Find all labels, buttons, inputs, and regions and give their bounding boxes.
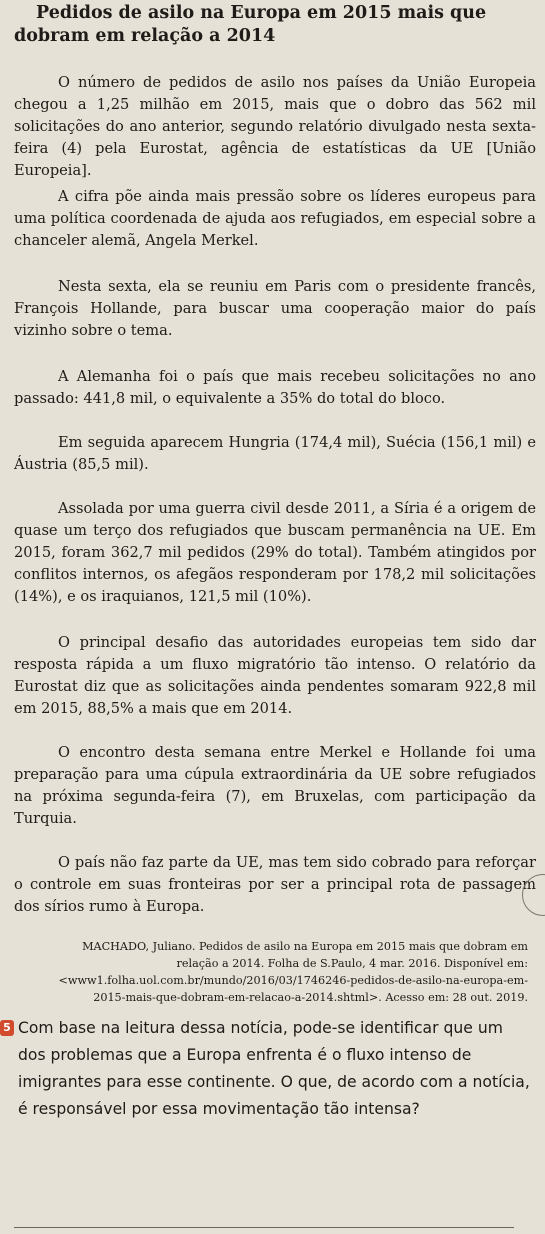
article-paragraph-1: O número de pedidos de asilo nos países da União Europeia chegou a 1,25 milhão em 2015, mais que o dobro das 562 mil solicitações do ano anterior, segundo relatório divulgado nesta sexta-feira (4) pela Eurostat, agência de estatísticas da UE [União Europeia]. <box>14 74 536 179</box>
article-paragraph-4: A Alemanha foi o país que mais recebeu solicitações no ano passado: 441,8 mil, o equivalente a 35% do total do bloco. <box>14 368 536 407</box>
question-text: Com base na leitura dessa notícia, pode-se identificar que um dos problemas que a Europa enfrenta é o fluxo intenso de imigrantes para esse continente. O que, de acordo com a notícia, é responsável por essa movimentação tão intensa? <box>18 1019 530 1118</box>
source-reference: MACHADO, Juliano. Pedidos de asilo na Europa em 2015 mais que dobram em relação a 2014. Folha de S.Paulo, 4 mar. 2016. Disponível em: <www1.folha.uol.com.br/mundo/2016/03/1746246-pedidos-de-asilo-na-europa-em-2015-mais-que-dobram-em-relacao-a-2014.shtml>. Acesso em: 28 out. 2019. <box>58 940 528 1004</box>
article-paragraph-7: O principal desafio das autoridades europeias tem sido dar resposta rápida a um fluxo migratório tão intenso. O relatório da Eurostat diz que as solicitações ainda pendentes somaram 922,8 mil em 2015, 88,5% a mais que em 2014. <box>14 634 536 717</box>
question-number-badge: 5 <box>0 1020 14 1036</box>
article-paragraph-3: Nesta sexta, ela se reuniu em Paris com o presidente francês, François Hollande, para buscar uma cooperação maior do país vizinho sobre o tema. <box>14 278 536 339</box>
answer-line <box>14 1227 514 1228</box>
article-paragraph-8: O encontro desta semana entre Merkel e Hollande foi uma preparação para uma cúpula extraordinária da UE sobre refugiados na próxima segunda-feira (7), em Bruxelas, com participação da Turquia. <box>14 744 536 827</box>
article-paragraph-5: Em seguida aparecem Hungria (174,4 mil), Suécia (156,1 mil) e Áustria (85,5 mil). <box>14 434 536 473</box>
article-title-line-1: Pedidos de asilo na Europa em 2015 mais que <box>36 3 487 23</box>
article-paragraph-6: Assolada por uma guerra civil desde 2011, a Síria é a origem de quase um terço dos refugiados que buscam permanência na UE. Em 2015, foram 362,7 mil pedidos (29% do total). Também atingidos por conflitos internos, os afegãos responderam por 178,2 mil solicitações (14%), e os iraquianos, 121,5 mil (10%). <box>14 500 536 605</box>
article-title <box>14 2 534 48</box>
article-paragraph-2: A cifra põe ainda mais pressão sobre os líderes europeus para uma política coordenada de ajuda aos refugiados, em especial sobre a chanceler alemã, Angela Merkel. <box>14 188 536 249</box>
article-paragraph-9: O país não faz parte da UE, mas tem sido cobrado para reforçar o controle em suas fronteiras por ser a principal rota de passagem dos sírios rumo à Europa. <box>14 854 536 915</box>
article-title-line-2: dobram em relação a 2014 <box>14 26 276 46</box>
